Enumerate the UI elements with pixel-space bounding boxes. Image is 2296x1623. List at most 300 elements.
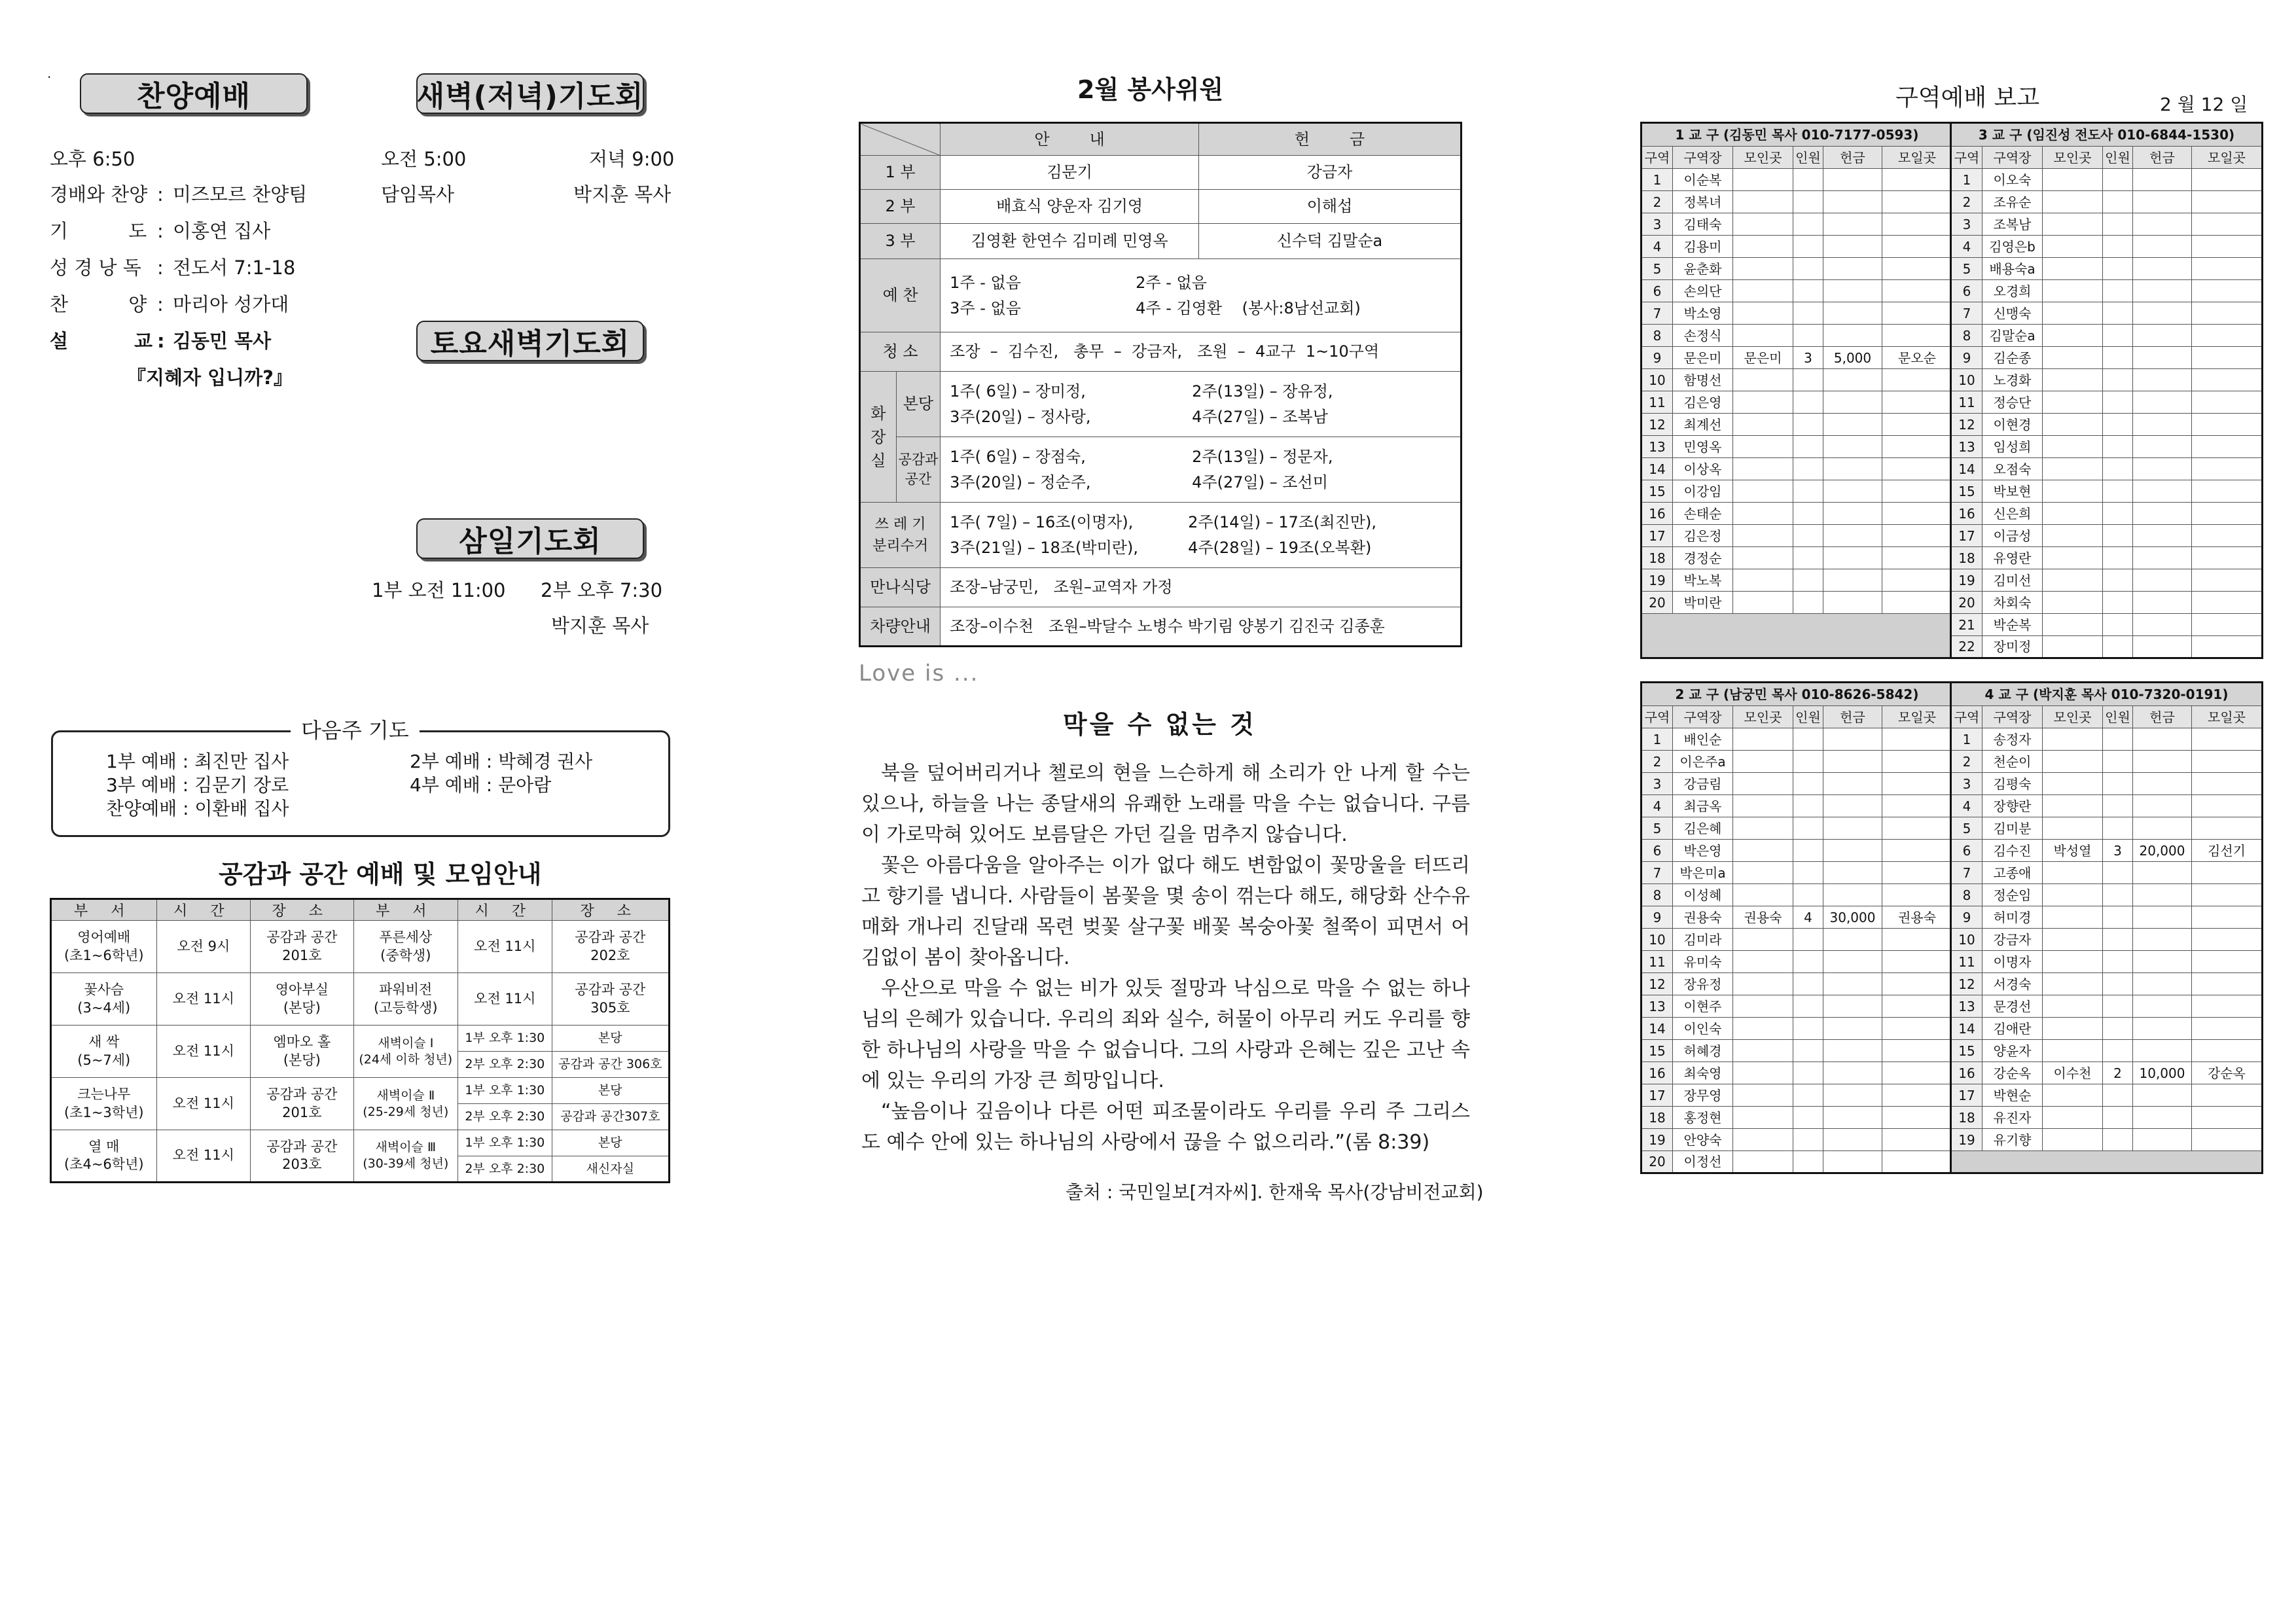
dept-cell [353, 1078, 457, 1130]
host-cell [2043, 862, 2103, 884]
host-cell [2043, 525, 2103, 547]
host-cell [1733, 258, 1793, 280]
leader-cell: 박순복 [1982, 614, 2043, 636]
leader-cell: 이성혜 [1673, 884, 1733, 906]
district-columns-row [1951, 706, 2263, 728]
leader-cell: 강금자 [1982, 929, 2043, 951]
offering-cell [2133, 592, 2192, 614]
column-header: 구역 [1641, 706, 1673, 728]
cell-line: (초1~6학년) [63, 947, 144, 963]
offering-cell [1823, 547, 1882, 569]
col-place: 장 소 [251, 899, 353, 921]
next-host-cell [1882, 951, 1953, 973]
district-no-cell: 6 [1641, 280, 1673, 302]
host-cell [2043, 995, 2103, 1018]
meeting-row [51, 973, 670, 1026]
praise-w1: 1주 - 없음 [950, 274, 1021, 293]
leader-cell: 노경화 [1982, 369, 2043, 391]
wednesday-leader: 박지훈 목사 [551, 615, 649, 637]
district-row [1951, 1084, 2263, 1107]
district-row [1951, 191, 2263, 213]
dept-cell [51, 1130, 157, 1183]
next-host-cell [2192, 213, 2263, 236]
district-row [1641, 1018, 1953, 1040]
leader-cell: 허미경 [1982, 906, 2043, 929]
cell-line: 푸른세상 [379, 929, 433, 946]
district-row [1951, 614, 2263, 636]
count-cell [1793, 369, 1823, 391]
district-row [1951, 995, 2263, 1018]
host-cell [2043, 773, 2103, 795]
next-week-item: 4부 예배 : 문아람 [410, 774, 552, 796]
district-no-cell: 3 [1951, 773, 1982, 795]
leader-cell: 박소영 [1673, 302, 1733, 325]
offering-cell [1823, 929, 1882, 951]
leader-cell: 배인순 [1673, 728, 1733, 751]
offering-cell [1823, 458, 1882, 480]
district-row [1951, 169, 2263, 191]
count-cell [1793, 414, 1823, 436]
next-host-cell [2192, 751, 2263, 773]
leader-cell: 박미란 [1673, 592, 1733, 614]
district-row [1951, 1040, 2263, 1062]
next-host-cell [2192, 728, 2263, 751]
count-cell [2103, 191, 2133, 213]
district-row [1951, 325, 2263, 347]
leader-cell: 조복남 [1982, 213, 2043, 236]
program-sep: : [157, 330, 165, 352]
offering-cell: 이해섭 [1199, 190, 1462, 224]
host-cell: 박성열 [2043, 840, 2103, 862]
count-cell [1793, 213, 1823, 236]
leader-cell: 최숙영 [1673, 1062, 1733, 1084]
next-host-cell [2192, 258, 2263, 280]
sermon-title: 『지혜자 입니까?』 [127, 366, 293, 389]
leader-cell: 이인숙 [1673, 1018, 1733, 1040]
cell-line: 새벽이슬 Ⅲ [375, 1140, 437, 1155]
count-cell [2103, 636, 2133, 658]
essay-paragraph: 꽃은 아름다움을 알아주는 이가 없다 해도 변함없이 꽃망울을 터뜨리고 향기를 냅니다. 사람들이 봄꽃을 몇 송이 꺾는다 해도, 해당화 산수유 매화 개나리 진달래 목련 벚꽃 살구꽃 배꽃 복숭아꽃 철쭉이 피면서 어김없이 봄이 찾아옵니다. [861, 854, 1470, 969]
host-cell [1733, 414, 1793, 436]
leader-cell: 최계선 [1673, 414, 1733, 436]
count-cell [1793, 1018, 1823, 1040]
corner-mark: · [47, 69, 52, 85]
host-cell [1733, 728, 1793, 751]
next-week-item: 1부 예배 : 최진만 집사 [106, 751, 289, 772]
count-cell [2103, 795, 2133, 817]
district-no-cell: 8 [1951, 884, 1982, 906]
leader-cell: 김미분 [1982, 817, 2043, 840]
leader-cell: 함명선 [1673, 369, 1733, 391]
district-filler [1641, 614, 1953, 658]
program-label: 기 도 [50, 220, 147, 242]
count-cell [2103, 547, 2133, 569]
count-cell [2103, 213, 2133, 236]
host-cell [2043, 258, 2103, 280]
district-row [1951, 773, 2263, 795]
cell-line: 새벽이슬 Ⅰ [378, 1035, 434, 1050]
district-no-cell: 11 [1951, 951, 1982, 973]
count-cell [1793, 258, 1823, 280]
offering-cell [1823, 862, 1882, 884]
leader-cell: 양윤자 [1982, 1040, 2043, 1062]
host-cell [2043, 280, 2103, 302]
next-host-cell [2192, 862, 2263, 884]
count-cell [1793, 302, 1823, 325]
host-cell [1733, 325, 1793, 347]
next-host-cell: 문오순 [1882, 347, 1953, 369]
col-time: 시 간 [458, 899, 552, 921]
time-cell: 1부 오후 1:30 [458, 1026, 552, 1052]
leader-cell: 박은영 [1673, 840, 1733, 862]
dawn-am-leader: 담임목사 [381, 183, 455, 205]
count-cell [2103, 929, 2133, 951]
report-date: 2 월 12 일 [2160, 94, 2248, 115]
district-row [1641, 862, 1953, 884]
district-row [1641, 503, 1953, 525]
offering-cell [2133, 414, 2192, 436]
count-cell [1793, 236, 1823, 258]
host-cell [1733, 817, 1793, 840]
cell-line: (고등학생) [374, 999, 438, 1016]
district-no-cell: 4 [1951, 795, 1982, 817]
trash-row [860, 503, 1462, 568]
district-header-row [1951, 123, 2263, 147]
host-cell [2043, 191, 2103, 213]
host-cell [1733, 795, 1793, 817]
next-host-cell [1882, 840, 1953, 862]
leader-cell: 차회숙 [1982, 592, 2043, 614]
district-filler [1951, 1151, 2263, 1173]
leader-cell: 김순종 [1982, 347, 2043, 369]
district-no-cell: 6 [1951, 840, 1982, 862]
place-cell: 본당 [552, 1078, 669, 1104]
next-host-cell [2192, 773, 2263, 795]
host-cell: 문은미 [1733, 347, 1793, 369]
schedule-w3: 3주(20일) – 정순주, [950, 473, 1091, 491]
district-no-cell: 3 [1951, 213, 1982, 236]
district-no-cell: 15 [1951, 480, 1982, 503]
offering-cell [1823, 1107, 1882, 1129]
time-cell: 오전 11시 [156, 1026, 251, 1078]
district-4-table [1950, 681, 2263, 1174]
district-no-cell: 20 [1641, 1151, 1673, 1173]
next-host-cell [2192, 1084, 2263, 1107]
service-label: 1 부 [860, 156, 941, 190]
host-cell [2043, 302, 2103, 325]
district-row [1951, 929, 2263, 951]
count-cell [2103, 1107, 2133, 1129]
place-cell [251, 921, 353, 973]
offering-cell [1823, 302, 1882, 325]
district-row [1641, 302, 1953, 325]
district-no-cell: 6 [1951, 280, 1982, 302]
guide-cell: 김문기 [941, 156, 1199, 190]
cleaning-row [860, 332, 1462, 372]
parking-row [860, 607, 1462, 647]
leader-cell: 권용숙 [1673, 906, 1733, 929]
district-no-cell: 7 [1951, 302, 1982, 325]
host-cell [2043, 973, 2103, 995]
leader-cell: 문경선 [1982, 995, 2043, 1018]
district-row [1951, 1018, 2263, 1040]
next-host-cell [1882, 436, 1953, 458]
restroom-space-row [860, 437, 1462, 503]
count-cell [2103, 592, 2133, 614]
next-host-cell [2192, 817, 2263, 840]
time-cell: 오전 11시 [458, 973, 552, 1026]
service-label: 2 부 [860, 190, 941, 224]
column-header: 구역 [1641, 147, 1673, 169]
cafeteria-row [860, 568, 1462, 607]
count-cell [1793, 795, 1823, 817]
time-cell: 오전 11시 [156, 1078, 251, 1130]
cell-line: 공감과 공간 [575, 929, 646, 946]
leader-cell: 김태숙 [1673, 213, 1733, 236]
district-row [1641, 929, 1953, 951]
district-no-cell: 18 [1641, 547, 1673, 569]
offering-cell [1823, 592, 1882, 614]
leader-cell: 이현경 [1982, 414, 2043, 436]
next-host-cell [1882, 191, 1953, 213]
wednesday-time2: 2부 오후 7:30 [541, 579, 663, 601]
dept-cell [353, 921, 457, 973]
offering-cell [2133, 973, 2192, 995]
count-cell [1793, 995, 1823, 1018]
next-host-cell [1882, 503, 1953, 525]
offering-cell [2133, 728, 2192, 751]
next-host-cell [2192, 414, 2263, 436]
district-no-cell: 17 [1641, 525, 1673, 547]
offering-cell [2133, 391, 2192, 414]
restroom-space-label-line: 공감과 [898, 452, 939, 468]
district-row [1951, 951, 2263, 973]
district-row [1641, 1107, 1953, 1129]
cell-line: (중학생) [380, 947, 431, 963]
next-host-cell [1882, 751, 1953, 773]
count-cell [1793, 1040, 1823, 1062]
dept-cell [51, 1026, 157, 1078]
leader-cell: 허혜경 [1673, 1040, 1733, 1062]
filler-cell [1951, 1151, 2263, 1173]
host-cell [2043, 391, 2103, 414]
cell-line: 공감과 공간 [266, 1086, 338, 1103]
leader-cell: 장향란 [1982, 795, 2043, 817]
offering-cell [1823, 169, 1882, 191]
district-row [1951, 1062, 2263, 1084]
cell-line: 새벽이슬 Ⅱ [376, 1088, 435, 1103]
place-cell [552, 973, 669, 1026]
leader-cell: 장미정 [1982, 636, 2043, 658]
offering-cell [1823, 369, 1882, 391]
cell-line: 엠마오 홀 [273, 1034, 331, 1050]
offering-cell [1823, 728, 1882, 751]
district-no-cell: 19 [1641, 569, 1673, 592]
district-header-row [1951, 683, 2263, 706]
offering-cell [1823, 525, 1882, 547]
district-no-cell: 14 [1951, 1018, 1982, 1040]
time-cell: 오전 11시 [458, 921, 552, 973]
district-no-cell: 10 [1641, 369, 1673, 391]
count-cell [2103, 1084, 2133, 1107]
district-no-cell: 13 [1951, 436, 1982, 458]
district-row [1641, 369, 1953, 391]
district-row [1951, 280, 2263, 302]
leader-cell: 장무영 [1673, 1084, 1733, 1107]
count-cell [1793, 840, 1823, 862]
district-no-cell: 12 [1641, 414, 1673, 436]
host-cell [1733, 213, 1793, 236]
meeting-row [51, 1026, 670, 1052]
service-row [860, 156, 1462, 190]
district-row [1641, 1151, 1953, 1173]
district-row [1951, 302, 2263, 325]
cell-line: 꽃사슴 [84, 982, 124, 998]
district-no-cell: 11 [1641, 951, 1673, 973]
count-cell [2103, 728, 2133, 751]
next-host-cell [2192, 995, 2263, 1018]
host-cell [2043, 1084, 2103, 1107]
district-no-cell: 3 [1641, 773, 1673, 795]
next-host-cell [1882, 547, 1953, 569]
offering-cell [1823, 1084, 1882, 1107]
next-host-cell [1882, 773, 1953, 795]
leader-cell: 문은미 [1673, 347, 1733, 369]
host-cell [1733, 280, 1793, 302]
district-row [1951, 414, 2263, 436]
restroom-label-char: 장 [870, 427, 886, 446]
next-host-cell [1882, 1129, 1953, 1151]
leader-cell: 오경희 [1982, 280, 2043, 302]
count-cell [1793, 1062, 1823, 1084]
count-cell [2103, 258, 2133, 280]
offering-cell [2133, 1107, 2192, 1129]
district-no-cell: 18 [1951, 547, 1982, 569]
offering-cell [2133, 795, 2192, 817]
district-no-cell: 15 [1641, 480, 1673, 503]
offering-cell [1823, 884, 1882, 906]
program-label: 경배와 찬양 [50, 183, 148, 205]
leader-cell: 박노복 [1673, 569, 1733, 592]
leader-cell: 신맹숙 [1982, 302, 2043, 325]
district-no-cell: 1 [1641, 728, 1673, 751]
filler-cell [1641, 614, 1953, 658]
district-row [1951, 503, 2263, 525]
count-cell [1793, 728, 1823, 751]
offering-cell [1823, 1151, 1882, 1173]
next-host-cell [2192, 1040, 2263, 1062]
essay-paragraph: “높음이나 깊음이나 다른 어떤 피조물이라도 우리를 우리 주 그리스도 예수 안에 있는 하나님의 사랑에서 끊을 수 없으리라.”(롬 8:39) [861, 1100, 1470, 1154]
district-no-cell: 20 [1641, 592, 1673, 614]
offering-cell [2133, 191, 2192, 213]
program-label: 설 교 [50, 330, 152, 352]
program-label: 찬 양 [50, 293, 147, 315]
program-sep: : [157, 183, 164, 205]
cell-line: 새 싹 [88, 1034, 120, 1050]
leader-cell: 유기향 [1982, 1129, 2043, 1151]
trash-label-line: 분리수거 [872, 537, 929, 554]
leader-cell: 김미선 [1982, 569, 2043, 592]
leader-cell: 이오숙 [1982, 169, 2043, 191]
leader-cell: 이정선 [1673, 1151, 1733, 1173]
leader-cell: 이강임 [1673, 480, 1733, 503]
district-no-cell: 8 [1641, 884, 1673, 906]
cell-line: 파워비전 [379, 982, 433, 998]
place-cell [251, 1078, 353, 1130]
next-host-cell [2192, 480, 2263, 503]
offering-cell [2133, 525, 2192, 547]
leader-cell: 임성희 [1982, 436, 2043, 458]
offering-cell [1823, 995, 1882, 1018]
host-cell [1733, 995, 1793, 1018]
district-row [1951, 636, 2263, 658]
host-cell [2043, 236, 2103, 258]
column-header: 모일곳 [2192, 147, 2263, 169]
offering-cell [1823, 1040, 1882, 1062]
leader-cell: 안양숙 [1673, 1129, 1733, 1151]
district-row [1641, 480, 1953, 503]
column-header: 헌금 [1823, 147, 1882, 169]
next-host-cell [2192, 547, 2263, 569]
district-no-cell: 14 [1641, 1018, 1673, 1040]
next-host-cell [2192, 1129, 2263, 1151]
district-row [1641, 547, 1953, 569]
column-header: 인원 [2103, 147, 2133, 169]
count-cell [1793, 751, 1823, 773]
cell-line: 201호 [282, 1104, 322, 1120]
district-title: 2 교 구 (남궁민 목사 010-8626-5842) [1641, 683, 1953, 706]
column-header: 모인곳 [2043, 706, 2103, 728]
district-title: 1 교 구 (김동민 목사 010-7177-0593) [1641, 123, 1953, 147]
district-row [1641, 751, 1953, 773]
count-cell [1793, 191, 1823, 213]
host-cell [1733, 1018, 1793, 1040]
district-no-cell: 12 [1641, 973, 1673, 995]
leader-cell: 천순이 [1982, 751, 2043, 773]
offering-cell [2133, 862, 2192, 884]
next-host-cell [1882, 1018, 1953, 1040]
place-cell: 본당 [552, 1026, 669, 1052]
column-header: 헌금 [2133, 706, 2192, 728]
district-report-title: 구역예배 보고 [1895, 84, 2040, 111]
leader-cell: 김평숙 [1982, 773, 2043, 795]
praise-w2: 2주 - 없음 [1136, 274, 1207, 293]
dawn-am-time: 오전 5:00 [381, 148, 467, 170]
next-host-cell [1882, 1040, 1953, 1062]
meetings-title: 공감과 공간 예배 및 모임안내 [219, 860, 542, 889]
schedule-w1: 1주( 7일) – 16조(이명자), [950, 513, 1134, 532]
offering-cell [1823, 325, 1882, 347]
next-host-cell [1882, 213, 1953, 236]
offering-cell [2133, 258, 2192, 280]
count-cell [2103, 817, 2133, 840]
district-row [1951, 369, 2263, 391]
count-cell [2103, 302, 2133, 325]
leader-cell: 박보현 [1982, 480, 2043, 503]
leader-cell: 김미라 [1673, 929, 1733, 951]
next-host-cell: 김선기 [2192, 840, 2263, 862]
host-cell [2043, 929, 2103, 951]
praise-w4: 4주 - 김영환 [1136, 298, 1223, 317]
col-dept: 부 서 [353, 899, 457, 921]
next-host-cell [2192, 458, 2263, 480]
district-no-cell: 4 [1641, 236, 1673, 258]
leader-cell: 신은희 [1982, 503, 2043, 525]
dept-cell [353, 973, 457, 1026]
restroom-space-schedule [941, 437, 1462, 503]
district-row [1951, 480, 2263, 503]
host-cell [1733, 973, 1793, 995]
